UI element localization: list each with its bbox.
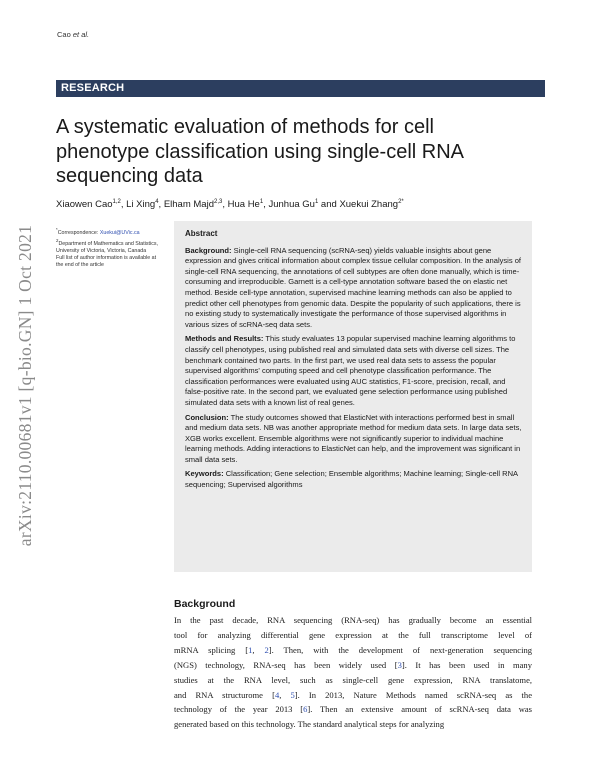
body-text-segment: mRNA splicing [ <box>174 644 249 655</box>
affiliation-note <box>56 237 164 255</box>
abstract-methods <box>185 334 522 408</box>
author-name: Xiaowen Cao <box>56 199 113 211</box>
body-text-segment: tool for analyzing differential gene expression at the full transcriptome level of <box>174 629 532 640</box>
body-text-segment: and RNA structurome [ <box>174 689 275 700</box>
author-name: Junhua Gu <box>268 199 315 211</box>
abstract-conclusion-text: The study outcomes showed that ElasticNet with interactions performed best in small and medium data sets. NB was another appropriate method for medium data sets. In large data sets, XGB works excellent. Ensemble algorithms were not significantly superior to individual machine learning methods. Adding interactions to ElasticNet can help, and the improvement was significant in small data sets. <box>185 412 522 464</box>
abstract-heading: Abstract <box>185 229 218 238</box>
body-text-segment: In the past decade, RNA sequencing (RNA-seq) has gradually become an essential <box>174 615 532 625</box>
citation-link[interactable]: 1 <box>248 644 253 655</box>
author-separator: , <box>263 199 269 211</box>
author-and: and <box>318 199 340 211</box>
affiliation-sup: 2 <box>56 237 59 243</box>
background-paragraph <box>174 613 532 732</box>
body-text-segment: technology of the year 2013 [ <box>174 704 304 715</box>
abstract-conclusion <box>185 413 522 466</box>
arxiv-identifier: arXiv:2110.00681v1 [q-bio.GN] 1 Oct 2021 <box>15 224 36 546</box>
abstract-keywords <box>185 469 522 490</box>
author-separator: , <box>158 199 164 211</box>
author-affiliation-sup: 2,3 <box>214 199 223 205</box>
body-text-segment: ]. It has been used in many <box>401 659 532 670</box>
author-info-note: Full list of author information is available at the end of the article <box>56 255 157 269</box>
body-text-line <box>174 673 532 688</box>
author-name: Xuekui Zhang <box>339 199 399 211</box>
body-text-segment: ]. Then an extensive amount of scRNA-seq data was <box>307 704 532 715</box>
correspondence-label: Correspondence: <box>57 229 99 236</box>
abstract-background <box>185 246 522 331</box>
abstract-background-label: Background: <box>185 245 232 255</box>
citation-link[interactable]: 3 <box>397 659 402 670</box>
correspondence-star: * <box>56 227 58 232</box>
abstract-conclusion-label: Conclusion: <box>185 412 229 422</box>
author-affiliation-sup: 4 <box>155 199 159 205</box>
body-text-line <box>174 688 532 703</box>
body-text-segment: ]. Then, with the development of next-generation sequencing <box>268 644 532 655</box>
author-separator: , <box>120 199 127 211</box>
abstract-background-text: Single-cell RNA sequencing (scRNA-seq) yields valuable insights about gene expression and gives critical information about complex tissue cellular composition. In the analysis of single-cell RNA sequencing, the annotations of cell subtypes are often done manually, which is time-consuming and irreproducible. Garnett is a cell-type annotation software based the on elastic net method. Beside cell-type annotation, supervised machine learning methods can also be applied to predict other cell phenotypes from genomic data. Despite the popularity of such applications, there is no existing study to systematically investigate the performance of those supervised algorithms in various sizes of scRNA-seq data sets. <box>185 245 522 329</box>
author-footnotes <box>56 226 164 270</box>
running-head <box>57 30 89 39</box>
author-list <box>56 199 404 210</box>
background-heading: Background <box>174 598 236 610</box>
body-text-segment: ]. In 2013, Nature Methods named scRNA-seq as the <box>294 689 532 700</box>
author-name: Li Xing <box>126 199 156 211</box>
body-text-line <box>174 613 532 628</box>
author-affiliation-sup: 1 <box>259 199 264 205</box>
correspondence-email-link[interactable]: Xuekui@UVic.ca <box>99 229 140 236</box>
body-text-segment: (NGS) technology, RNA-seq has been widely used [ <box>174 659 398 670</box>
author-affiliation-sup: 1 <box>314 199 319 205</box>
author-name: Hua He <box>227 199 260 211</box>
abstract-keywords-label: Keywords: <box>185 469 224 479</box>
body-text-line <box>174 717 532 732</box>
affiliation-text: Department of Mathematics and Statistics, University of Victoria, Victoria, Canada <box>56 240 158 254</box>
body-text-segment: generated based on this technology. The standard analytical steps for analyzing <box>174 719 445 730</box>
body-text-segment: studies at the RNA level, such as single-cell gene expression, RNA translatome, <box>174 674 532 685</box>
citation-link[interactable]: 4 <box>274 689 280 700</box>
body-text-segment: , <box>279 689 291 700</box>
running-head-etal: et al. <box>72 30 90 39</box>
citation-link[interactable]: 5 <box>290 689 295 700</box>
abstract-box <box>174 221 532 572</box>
running-head-authors: Cao <box>57 30 71 39</box>
arxiv-stamp <box>6 200 46 570</box>
body-text-segment: , <box>252 644 265 655</box>
author-name: Elham Majd <box>163 199 214 211</box>
body-text-line <box>174 643 532 658</box>
paper-title: A systematic evaluation of methods for cell phenotype classification using single-cell RNA sequencing data <box>56 116 463 187</box>
abstract-keywords-text: Classification; Gene selection; Ensemble algorithms; Machine learning; Single-cell RNA sequencing; Supervised algorithms <box>185 469 518 490</box>
body-text-line <box>174 658 532 673</box>
section-label: RESEARCH <box>56 80 545 97</box>
citation-link[interactable]: 6 <box>303 704 308 715</box>
abstract-methods-label: Methods and Results: <box>185 334 264 344</box>
author-affiliation-sup: 2* <box>398 199 404 205</box>
citation-link[interactable]: 2 <box>264 644 269 655</box>
author-separator: , <box>222 199 228 211</box>
body-text-line <box>174 628 532 643</box>
correspondence-note <box>56 226 164 237</box>
author-affiliation-sup: 1,2 <box>112 199 121 205</box>
abstract-methods-text: This study evaluates 13 popular supervised machine learning algorithms to classify cell phenotypes, using published real and simulated data sets with diverse cell sizes. The benchmark contained two parts. In the first part, we used real data sets to assess the popular supervised algorithms' computing speed and cell phenotype classification performance. The classification performances were evaluated using AUC statistics, F1-score, precision, recall, and false-positive rate. In the second part, we evaluated gene selection performance using published simulated data sets with a known list of real genes. <box>185 334 516 407</box>
body-text-line <box>174 702 532 717</box>
